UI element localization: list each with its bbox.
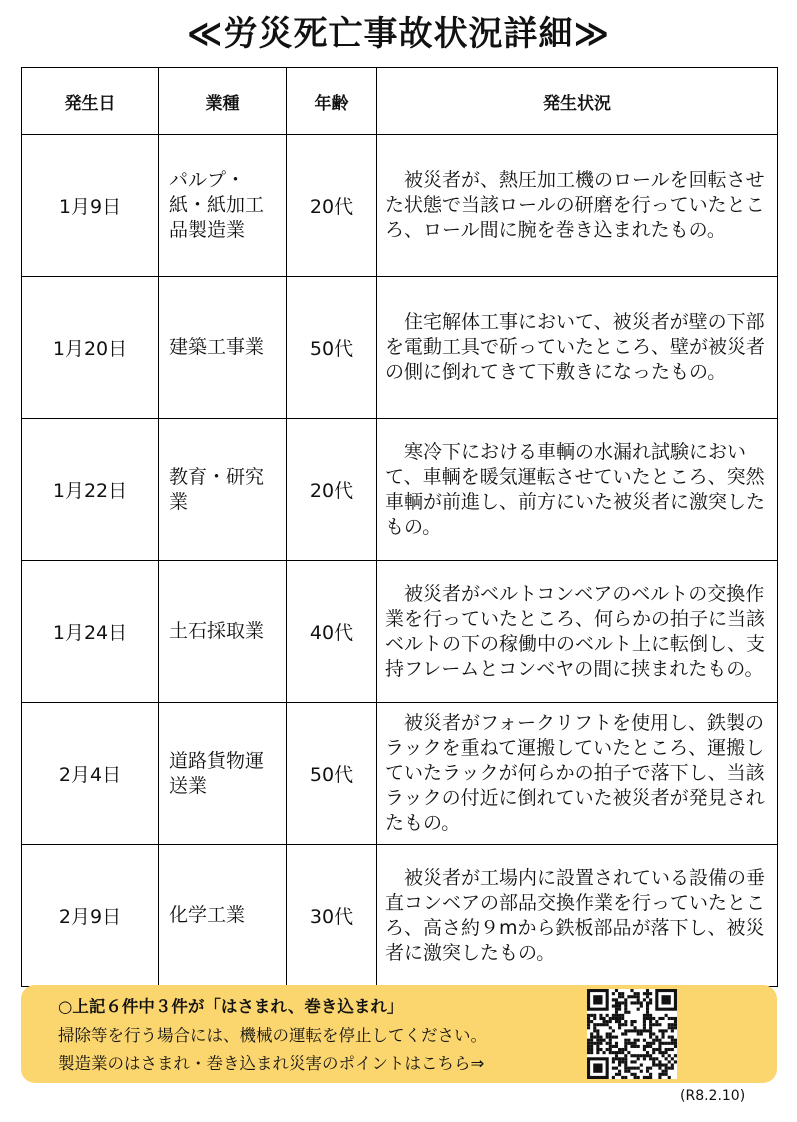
cell-age: 20代 (287, 135, 377, 277)
header-industry: 業種 (159, 68, 287, 135)
cell-situation: 寒冷下における車輌の水漏れ試験において、車輌を暖気運転させていたところ、突然車輌が前進し、前方にいた被災者に激突したもの。 (377, 419, 778, 561)
cell-age: 40代 (287, 561, 377, 703)
header-situation: 発生状況 (377, 68, 778, 135)
cell-age: 50代 (287, 703, 377, 845)
cell-situation: 被災者がフォークリフトを使用し、鉄製のラックを重ねて運搬していたところ、運搬していたラックが何らかの拍子で落下し、当該ラックの付近に倒れていた被災者が発見されたもの。 (377, 703, 778, 845)
cell-age: 50代 (287, 277, 377, 419)
cell-situation: 住宅解体工事において、被災者が壁の下部を電動工具で斫っていたところ、壁が被災者の側に倒れてきて下敷きになったもの。 (377, 277, 778, 419)
cell-date: 2月4日 (22, 703, 159, 845)
cell-date: 1月24日 (22, 561, 159, 703)
table-row (22, 703, 778, 845)
cell-date: 1月20日 (22, 277, 159, 419)
table-row (22, 277, 778, 419)
notice-headline: ○上記６件中３件が「はさまれ、巻き込まれ」 (58, 997, 404, 1016)
header-date: 発生日 (22, 68, 159, 135)
revision-date: (R8.2.10) (680, 1088, 746, 1104)
notice-link-text: 製造業のはさまれ・巻き込まれ災害のポイントはこちら⇒ (58, 1054, 485, 1073)
cell-date: 1月9日 (22, 135, 159, 277)
cell-situation: 被災者が工場内に設置されている設備の垂直コンベアの部品交換作業を行っていたところ、高さ約９mから鉄板部品が落下し、被災者に激突したもの。 (377, 845, 778, 987)
cell-age: 30代 (287, 845, 377, 987)
cell-situation: 被災者が、熱圧加工機のロールを回転させた状態で当該ロールの研磨を行っていたところ、ロール間に腕を巻き込まれたもの。 (377, 135, 778, 277)
notice-instruction: 掃除等を行う場合には、機械の運転を停止してください。 (58, 1026, 487, 1045)
cell-industry: パルプ・ 紙・紙加工 品製造業 (159, 135, 287, 277)
cell-date: 2月9日 (22, 845, 159, 987)
cell-situation: 被災者がベルトコンベアのベルトの交換作業を行っていたところ、何らかの拍子に当該ベルトの下の稼働中のベルト上に転倒し、支持フレームとコンベヤの間に挟まれたもの。 (377, 561, 778, 703)
qr-code-icon[interactable] (587, 989, 677, 1079)
table-row (22, 845, 778, 987)
cell-date: 1月22日 (22, 419, 159, 561)
accident-table (21, 67, 778, 987)
cell-age: 20代 (287, 419, 377, 561)
cell-industry: 建築工事業 (159, 277, 287, 419)
table-row (22, 419, 778, 561)
header-age: 年齢 (287, 68, 377, 135)
cell-industry: 土石採取業 (159, 561, 287, 703)
cell-industry: 道路貨物運 送業 (159, 703, 287, 845)
table-row (22, 135, 778, 277)
table-row (22, 561, 778, 703)
cell-industry: 化学工業 (159, 845, 287, 987)
table-header-row (22, 68, 778, 135)
notice-box (21, 985, 777, 1083)
page-title: ≪労災死亡事故状況詳細≫ (186, 14, 611, 54)
cell-industry: 教育・研究 業 (159, 419, 287, 561)
